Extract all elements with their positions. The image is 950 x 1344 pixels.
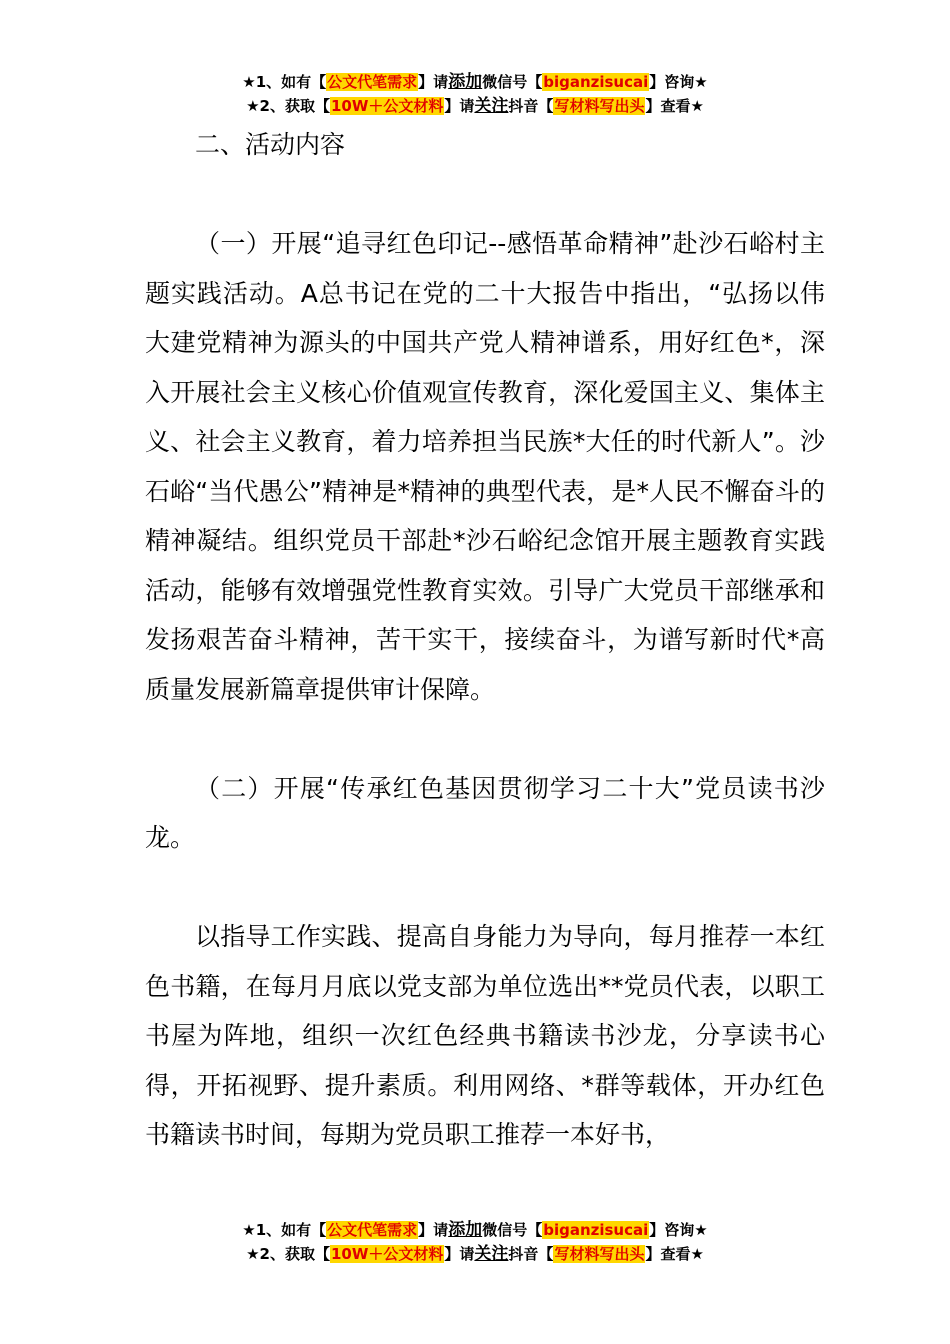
section-heading: 二、活动内容 bbox=[195, 130, 346, 159]
underlined-text: 关注 bbox=[474, 96, 509, 116]
item-1-paragraph: （一）开展“追寻红色印记--感悟革命精神”赴沙石峪村主题实践活动。A总书记在党的二十大报告中指出，“弘扬以伟大建党精神为源头的中国共产党人精神谱系，用好红色*，深入开展社会主义核心价值观宣传教育，深化爱国主义、集体主义、社会主义教育，着力培养担当民族*大任的时代新人”。沙石峪“当代愚公”精神是*精神的典型代表，是*人民不懈奋斗的精神凝结。组织党员干部赴*沙石峪纪念馆开展主题教育实践活动，能够有效增强党性教育实效。引导广大党员干部继承和发扬艰苦奋斗精神，苦干实干，接续奋斗，为谱写新时代*高质量发展新篇章提供审计保障。 bbox=[145, 229, 825, 704]
paragraph-spacer bbox=[145, 714, 825, 764]
banner-text: ★2、获取【 bbox=[246, 1245, 330, 1263]
banner-text: ★1、如有【 bbox=[242, 1221, 327, 1239]
paragraph-spacer bbox=[145, 863, 825, 913]
banner-text: 】咨询★ bbox=[649, 73, 708, 91]
header-banner bbox=[0, 70, 950, 118]
highlight-text: 10W＋公文材料 bbox=[330, 1245, 444, 1263]
highlight-text: 写材料写出头 bbox=[554, 97, 645, 115]
banner-text: 】查看★ bbox=[645, 97, 704, 115]
underlined-text: 添加 bbox=[448, 72, 483, 92]
banner-text: 】请 bbox=[444, 97, 475, 115]
highlight-text: 公文代笔需求 bbox=[327, 73, 418, 91]
footer-banner-line-1 bbox=[0, 1218, 950, 1242]
banner-text: 】查看★ bbox=[645, 1245, 704, 1263]
highlight-text: biganzisucai bbox=[543, 1221, 649, 1239]
highlight-text: 10W＋公文材料 bbox=[330, 97, 444, 115]
footer-banner bbox=[0, 1218, 950, 1266]
footer-banner-line-2 bbox=[0, 1242, 950, 1266]
banner-text: 微信号【 bbox=[482, 1221, 543, 1239]
banner-text: 抖音【 bbox=[508, 1245, 554, 1263]
banner-text: ★1、如有【 bbox=[242, 73, 327, 91]
banner-text: 抖音【 bbox=[508, 97, 554, 115]
banner-text: 微信号【 bbox=[482, 73, 543, 91]
banner-text: 】请 bbox=[418, 1221, 449, 1239]
highlight-text: 写材料写出头 bbox=[554, 1245, 645, 1263]
paragraph-spacer bbox=[145, 170, 825, 220]
item-2-paragraph: 以指导工作实践、提高自身能力为导向，每月推荐一本红色书籍，在每月月底以党支部为单位选出**党员代表，以职工书屋为阵地，组织一次红色经典书籍读书沙龙，分享读书心得，开拓视野、提升素质。利用网络、*群等载体，开办红色书籍读书时间，每期为党员职工推荐一本好书， bbox=[145, 922, 825, 1149]
item-2-heading: （二）开展“传承红色基因贯彻学习二十大”党员读书沙龙。 bbox=[145, 773, 825, 852]
banner-text: 】咨询★ bbox=[649, 1221, 708, 1239]
highlight-text: 公文代笔需求 bbox=[327, 1221, 418, 1239]
header-banner-line-2 bbox=[0, 94, 950, 118]
header-banner-line-1 bbox=[0, 70, 950, 94]
banner-text: ★2、获取【 bbox=[246, 97, 330, 115]
document-body bbox=[145, 120, 825, 1160]
underlined-text: 关注 bbox=[474, 1244, 509, 1264]
highlight-text: biganzisucai bbox=[543, 73, 649, 91]
banner-text: 】请 bbox=[444, 1245, 475, 1263]
banner-text: 】请 bbox=[418, 73, 449, 91]
underlined-text: 添加 bbox=[448, 1220, 483, 1240]
